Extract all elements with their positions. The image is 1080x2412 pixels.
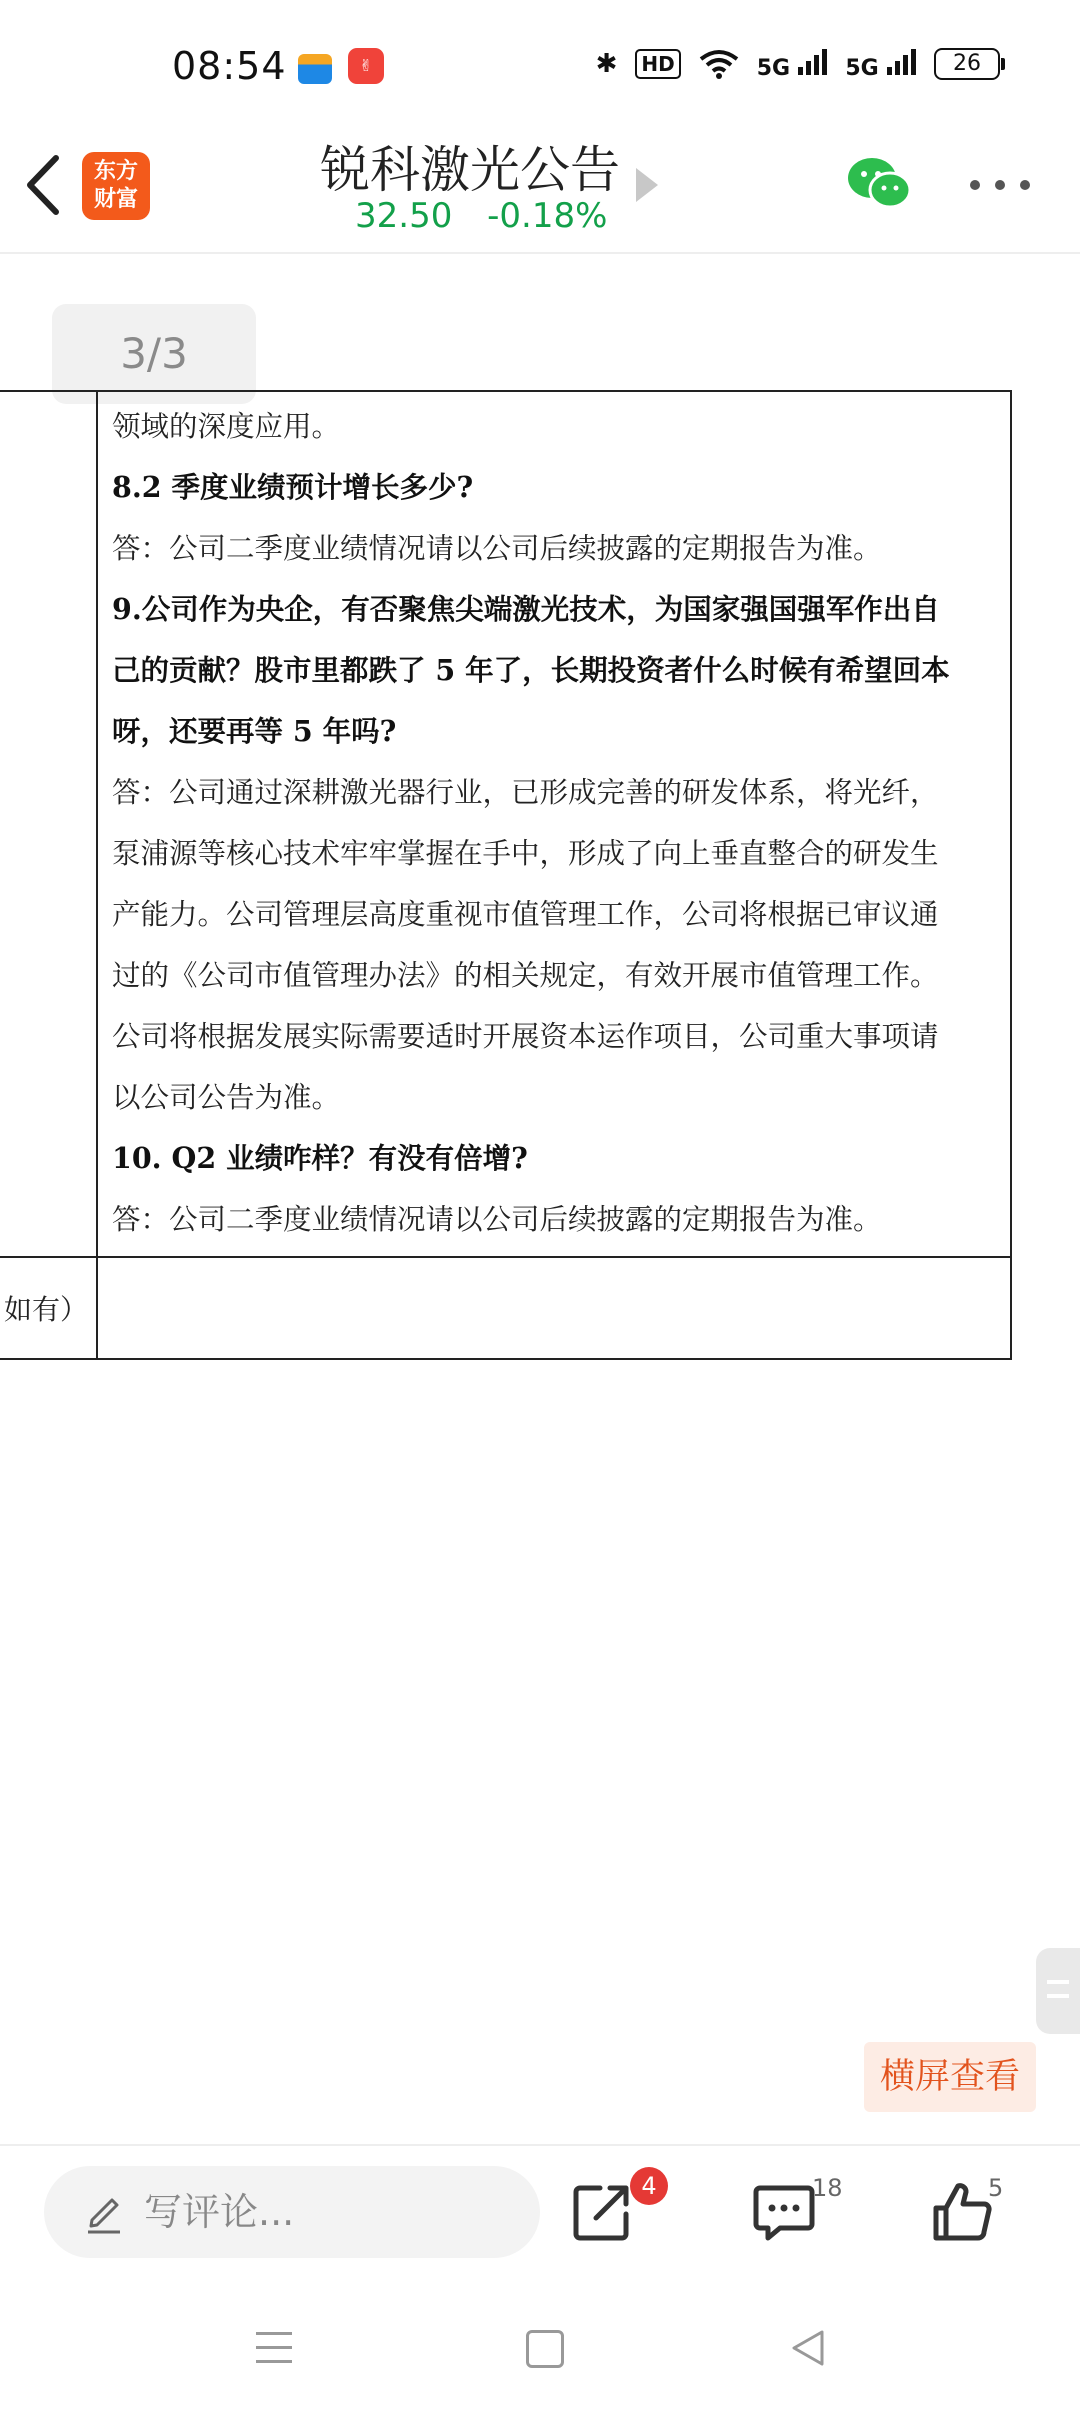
like-count: 5 xyxy=(988,2174,1004,2202)
doc-answer: 公司将根据发展实际需要适时开展资本运作项目，公司重大事项请 xyxy=(112,1020,939,1053)
recent-apps-icon[interactable] xyxy=(256,2332,292,2368)
table-cell-left xyxy=(0,391,97,1257)
doc-answer: 答：公司二季度业绩情况请以公司后续披露的定期报告为准。 xyxy=(112,1203,882,1236)
document-table xyxy=(0,390,1012,1360)
doc-question: 呀，还要再等 5 年吗? xyxy=(112,714,397,748)
share-count-badge: 4 xyxy=(630,2167,668,2205)
stock-change: -0.18% xyxy=(487,196,608,236)
table-row xyxy=(0,1257,1011,1359)
wifi-icon xyxy=(699,49,739,79)
table-cell-label: 如有） xyxy=(0,1257,97,1359)
table-row xyxy=(0,391,1011,1257)
pencil-icon xyxy=(84,2190,124,2234)
signal-1-icon: 5G xyxy=(757,47,828,82)
like-icon[interactable] xyxy=(930,2180,994,2244)
expand-arrow-icon[interactable] xyxy=(636,168,658,202)
comment-icon[interactable] xyxy=(752,2180,816,2244)
doc-answer: 答：公司二季度业绩情况请以公司后续披露的定期报告为准。 xyxy=(112,532,882,565)
wallet-app-icon xyxy=(298,54,332,84)
side-drawer-handle[interactable] xyxy=(1036,1948,1080,2034)
landscape-view-button[interactable]: 横屏查看 xyxy=(864,2042,1036,2112)
status-bar xyxy=(0,0,1080,140)
page-indicator: 3/3 xyxy=(52,304,256,404)
home-icon[interactable] xyxy=(526,2330,564,2368)
notification-app-icon: ✌ xyxy=(348,48,384,84)
doc-question: 己的贡献？股市里都跌了 5 年了，长期投资者什么时候有希望回本 xyxy=(112,653,950,687)
status-indicators xyxy=(596,44,1000,84)
eastmoney-logo[interactable]: 东方 财富 xyxy=(82,152,150,220)
table-cell-empty xyxy=(97,1257,1011,1359)
doc-question: 9.公司作为央企，有否聚焦尖端激光技术，为国家强国强军作出自 xyxy=(112,592,940,626)
page-title: 锐科激光公告 xyxy=(320,141,620,199)
stock-price: 32.50 xyxy=(355,196,453,236)
comment-count: 18 xyxy=(812,2174,843,2202)
doc-answer: 过的《公司市值管理办法》的相关规定，有效开展市值管理工作。 xyxy=(112,959,939,992)
doc-answer: 泵浦源等核心技术牢牢掌握在手中，形成了向上垂直整合的研发生 xyxy=(112,837,939,870)
nav-back-icon[interactable] xyxy=(788,2328,828,2368)
table-cell-content xyxy=(97,391,1011,1257)
bluetooth-icon: ✱ xyxy=(595,49,618,79)
doc-line: 领域的深度应用。 xyxy=(112,410,341,443)
doc-answer: 以公司公告为准。 xyxy=(112,1081,341,1114)
comment-input[interactable] xyxy=(44,2166,540,2258)
status-time: 08:54 xyxy=(172,44,287,88)
hd-icon: HD xyxy=(635,49,680,79)
doc-answer: 答：公司通过深耕激光器行业，已形成完善的研发体系，将光纤， xyxy=(112,776,939,809)
more-options-icon[interactable] xyxy=(970,170,1030,200)
wechat-share-icon[interactable] xyxy=(846,154,912,214)
comment-placeholder: 写评论... xyxy=(144,2190,295,2234)
doc-question: 10. Q2 业绩咋样？有没有倍增? xyxy=(112,1141,528,1175)
share-icon[interactable] xyxy=(570,2180,634,2244)
battery-icon: 26 xyxy=(934,48,1000,80)
stock-quote xyxy=(355,196,631,236)
doc-question: 8.2 季度业绩预计增长多少? xyxy=(112,470,474,504)
doc-answer: 产能力。公司管理层高度重视市值管理工作，公司将根据已审议通 xyxy=(112,898,939,931)
signal-2-icon: 5G xyxy=(845,47,916,82)
